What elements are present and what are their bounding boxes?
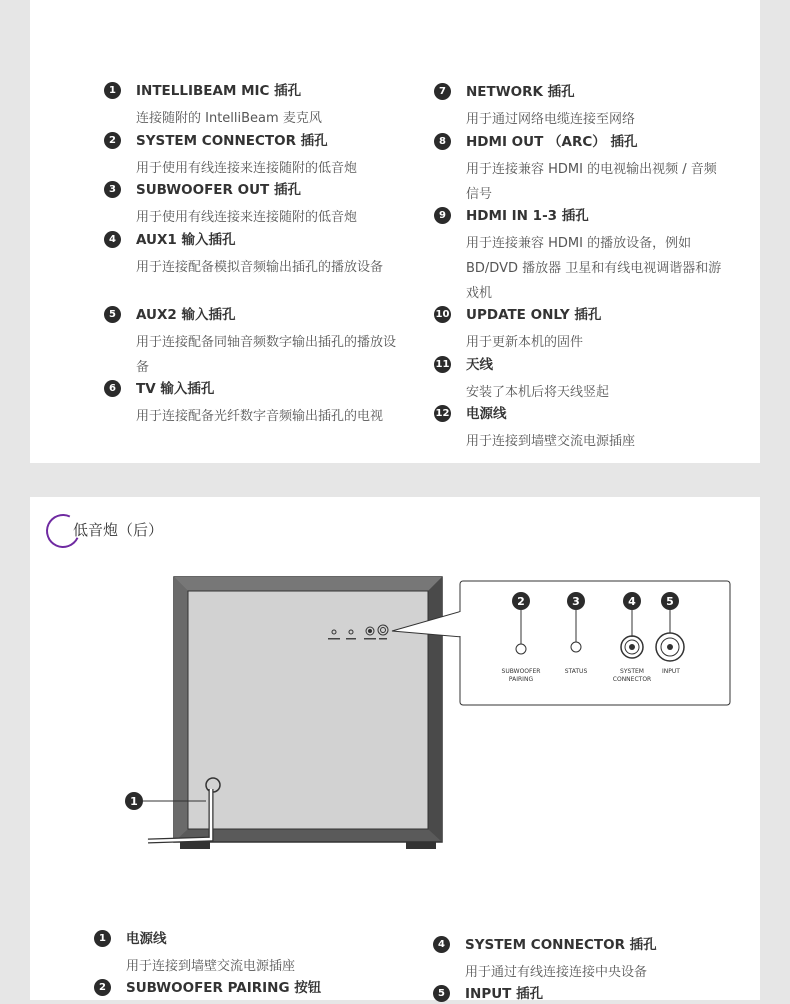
item-title: INTELLIBEAM MIC 插孔 xyxy=(136,83,302,99)
item-desc: 用于连接到墙壁交流电源插座 xyxy=(466,434,636,449)
section-title: 低音炮（后） xyxy=(73,521,164,539)
item-title: HDMI IN 1-3 插孔 xyxy=(466,208,589,224)
item-title: 天线 xyxy=(466,357,493,373)
item-desc: 安装了本机后将天线竖起 xyxy=(466,385,610,400)
callout-1 xyxy=(125,792,143,810)
item-desc: 用于通过有线连接连接中央设备 xyxy=(465,965,648,980)
callout-number: 7 xyxy=(434,83,451,100)
callout-number: 3 xyxy=(572,595,580,608)
callout-number: 1 xyxy=(94,930,111,947)
callout-number: 1 xyxy=(130,795,138,808)
item-title: SUBWOOFER OUT 插孔 xyxy=(136,182,301,198)
label-subwoofer-pairing-1: SUBWOOFER xyxy=(501,668,541,675)
callout-number: 5 xyxy=(666,595,674,608)
label-subwoofer-pairing-2: PAIRING xyxy=(508,676,534,683)
subwoofer-rear-card xyxy=(30,497,760,1000)
callout-number: 6 xyxy=(104,380,121,397)
item-desc: 用于连接到墙壁交流电源插座 xyxy=(126,959,296,974)
item-title: SUBWOOFER PAIRING 按钮 xyxy=(126,980,322,996)
callout-number: 1 xyxy=(104,82,121,99)
item-desc: 用于连接兼容 HDMI 的播放设备，例如 BD/DVD 播放器 卫星和有线电视调谐器和游戏机 xyxy=(466,236,722,301)
callout-number: 10 xyxy=(434,306,451,323)
item-desc: 用于更新本机的固件 xyxy=(466,335,584,350)
item-desc: 用于连接配备光纤数字音频输出插孔的电视 xyxy=(136,409,384,424)
item-desc: 用于使用有线连接来连接随附的低音炮 xyxy=(136,161,358,176)
callout-number: 5 xyxy=(104,306,121,323)
item-title: SYSTEM CONNECTOR 插孔 xyxy=(465,937,657,953)
callout-number: 4 xyxy=(433,936,450,953)
item-desc: 用于通过网络电缆连接至网络 xyxy=(466,112,636,127)
callout-number: 8 xyxy=(434,133,451,150)
callout-number: 2 xyxy=(517,595,525,608)
callout-number: 2 xyxy=(104,132,121,149)
callout-number: 11 xyxy=(434,356,451,373)
callout-number: 12 xyxy=(434,405,451,422)
subwoofer-rear-diagram xyxy=(30,567,760,947)
item-title: AUX2 输入插孔 xyxy=(136,307,236,323)
callout-number: 4 xyxy=(628,595,636,608)
item-title: TV 输入插孔 xyxy=(136,381,215,397)
callout-number: 2 xyxy=(94,979,111,996)
callout-number: 4 xyxy=(104,231,121,248)
label-system-connector-1: SYSTEM xyxy=(620,668,644,675)
label-input: INPUT xyxy=(662,668,680,675)
item-desc: 用于连接兼容 HDMI 的电视输出视频 / 音频信号 xyxy=(466,162,717,202)
subwoofer-cabinet xyxy=(174,577,442,849)
item-title: INPUT 插孔 xyxy=(465,986,544,1002)
callout-number: 3 xyxy=(104,181,121,198)
item-title: NETWORK 插孔 xyxy=(466,84,575,100)
item-desc: 连接随附的 IntelliBeam 麦克风 xyxy=(136,111,322,126)
connector-list-card xyxy=(30,0,760,463)
callout-number: 9 xyxy=(434,207,451,224)
label-system-connector-2: CONNECTOR xyxy=(612,676,652,683)
item-title: AUX1 输入插孔 xyxy=(136,232,236,248)
item-title: 电源线 xyxy=(466,406,507,422)
item-title: 电源线 xyxy=(126,931,167,947)
item-title: UPDATE ONLY 插孔 xyxy=(466,307,602,323)
item-title: SYSTEM CONNECTOR 插孔 xyxy=(136,133,328,149)
label-status: STATUS xyxy=(564,668,588,675)
item-title: HDMI OUT （ARC） 插孔 xyxy=(466,134,638,150)
callout-number: 5 xyxy=(433,985,450,1002)
item-desc: 用于使用有线连接来连接随附的低音炮 xyxy=(136,210,358,225)
item-desc: 用于连接配备模拟音频输出插孔的播放设备 xyxy=(136,260,384,275)
item-desc: 用于连接配备同轴音频数字输出插孔的播放设备 xyxy=(136,335,397,375)
